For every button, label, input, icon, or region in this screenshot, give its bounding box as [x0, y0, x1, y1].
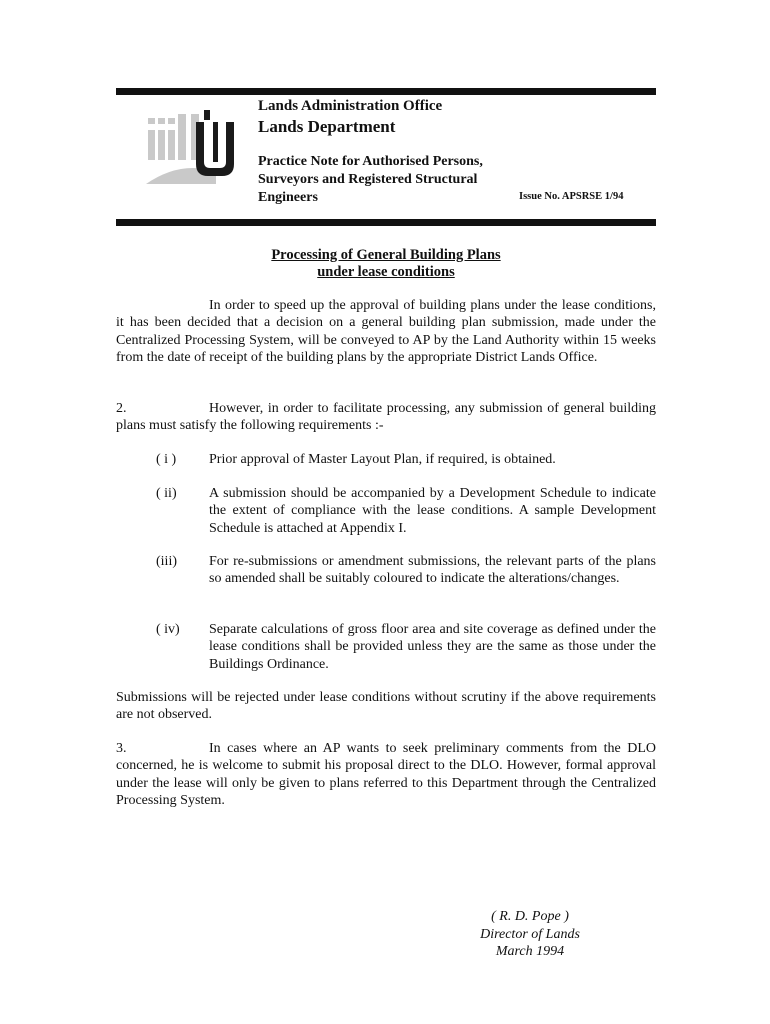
requirement-text: For re-submissions or amendment submissions, the relevant parts of the plans so amended shall be suitably coloured to indicate the alterations/changes. [209, 554, 656, 587]
requirement-item [156, 553, 656, 588]
requirement-item [156, 485, 656, 537]
practice-note-line: Engineers [258, 190, 318, 205]
lands-department-logo-icon [146, 110, 236, 184]
signatory-name: ( R. D. Pope ) [491, 909, 569, 924]
practice-note-line: Practice Note for Authorised Persons, [258, 154, 483, 169]
paragraph-3 [116, 740, 656, 809]
header-bottom-rule [116, 219, 656, 226]
paragraph-text: However, in order to facilitate processing, any submission of general building plans must satisfy the following requirements :- [116, 401, 656, 434]
requirement-item [156, 621, 656, 673]
department-name: Lands Department [258, 117, 396, 136]
paragraph-1 [116, 297, 656, 366]
title-line: Processing of General Building Plans [271, 247, 501, 263]
office-name: Lands Administration Office [258, 98, 443, 114]
requirement-text: Separate calculations of gross floor area and site coverage as defined under the lease conditions shall be provided unless they are the same as those under the Buildings Ordinance. [209, 622, 656, 672]
paragraph-2 [116, 400, 656, 435]
signature-block [460, 908, 600, 961]
practice-note-heading [258, 153, 518, 207]
practice-note-line: Surveyors and Registered Structural [258, 172, 478, 187]
requirement-marker: ( i ) [156, 452, 177, 467]
requirement-marker: ( iv) [156, 622, 180, 637]
paragraph-text: In cases where an AP wants to seek preliminary comments from the DLO concerned, he is welcome to submit his proposal direct to the DLO. However, formal approval under the lease will only be given to plans referred to this Department through the Centralized Processing System. [116, 741, 656, 808]
document-title [116, 247, 656, 281]
requirement-text: Prior approval of Master Layout Plan, if required, is obtained. [209, 452, 556, 467]
paragraph-number: 2. [116, 401, 127, 416]
requirement-marker: (iii) [156, 554, 177, 569]
header-top-rule [116, 88, 656, 95]
paragraph-number: 3. [116, 741, 127, 756]
signatory-title: Director of Lands [480, 926, 580, 942]
issue-number: Issue No. APSRSE 1/94 [519, 191, 624, 202]
requirement-item [156, 451, 656, 468]
rejection-note: Submissions will be rejected under lease conditions without scrutiny if the above requirements are not observed. [116, 690, 656, 723]
title-line: under lease conditions [317, 264, 455, 280]
requirement-marker: ( ii) [156, 486, 177, 501]
signature-date: March 1994 [495, 944, 565, 959]
requirement-text: A submission should be accompanied by a Development Schedule to indicate the extent of compliance with the lease conditions. A sample Development Schedule is attached at Appendix I. [209, 486, 656, 536]
paragraph-text: In order to speed up the approval of building plans under the lease conditions, it has been decided that a decision on a general building plan submission, made under the Centralized Processing System, will be conveyed to AP by the Land Authority within 15 weeks from the date of receipt of the building plans by the appropriate District Lands Office. [116, 298, 656, 365]
